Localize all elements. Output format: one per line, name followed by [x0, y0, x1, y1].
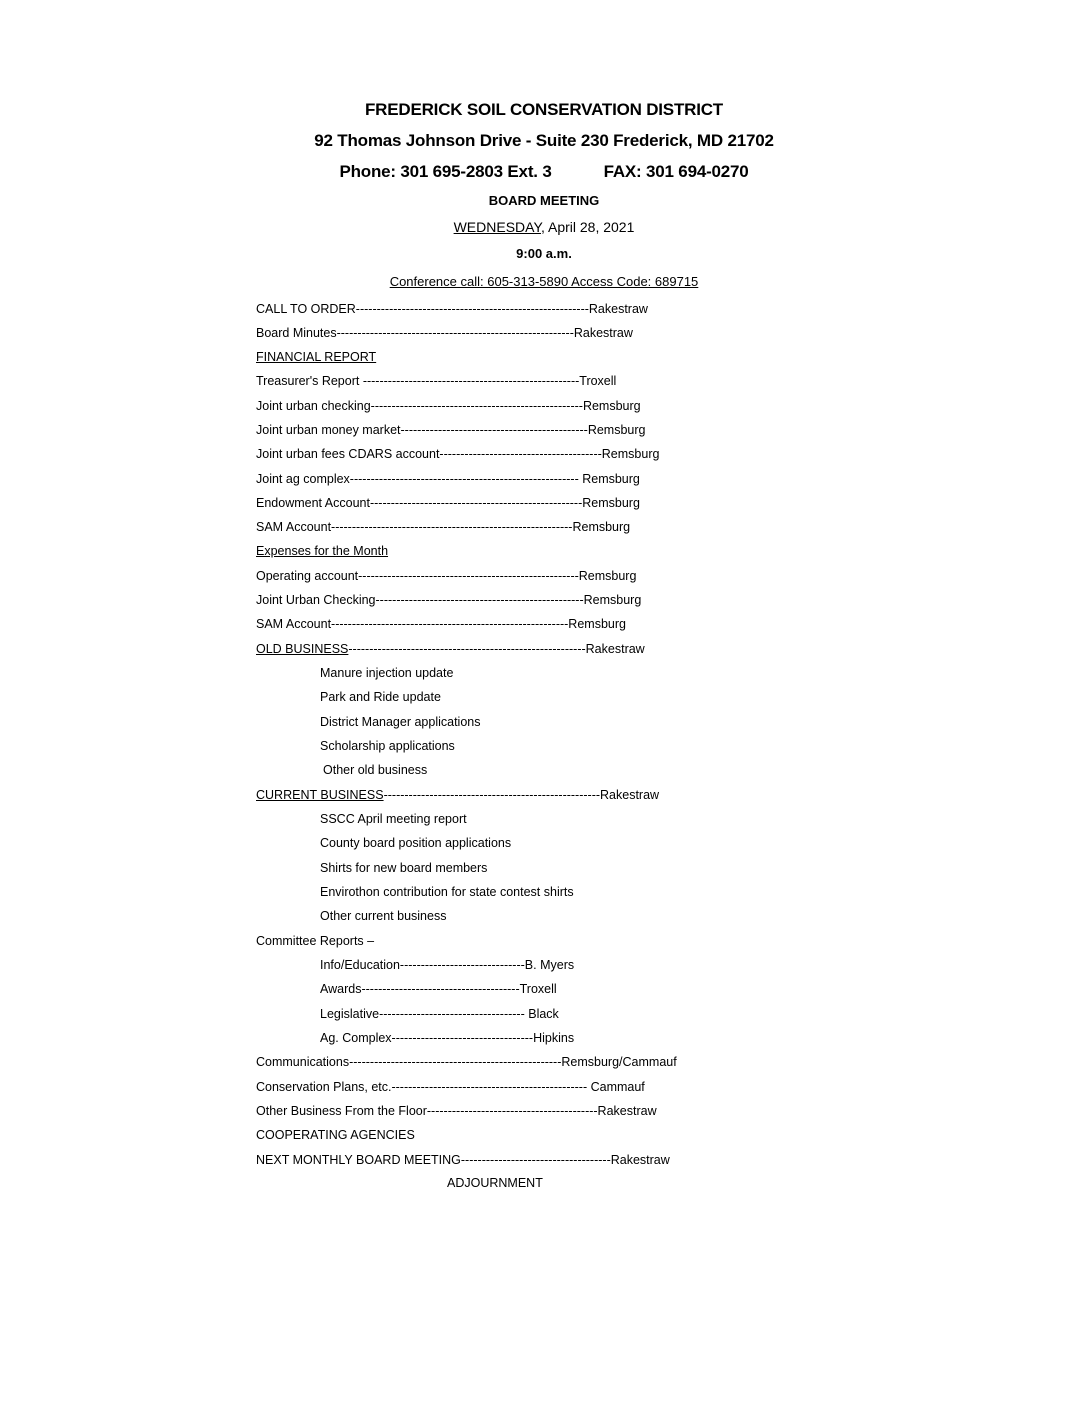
organization-name: FREDERICK SOIL CONSERVATION DISTRICT [364, 100, 723, 119]
agenda-operating-account: Operating account-----------------------------------------------------Remsburg [256, 569, 637, 583]
agenda-call-to-order: CALL TO ORDER--------------------------------------------------------Rakestraw [256, 302, 648, 316]
agenda-joint-urban-checking-expenses: Joint Urban Checking--------------------------------------------------Remsburg [256, 593, 642, 607]
current-business-presenter: ----------------------------------------------------Rakestraw [383, 788, 660, 802]
cooperating-agencies-heading: COOPERATING AGENCIES [256, 1128, 415, 1142]
meeting-day: WEDNESDAY [453, 219, 541, 235]
contact-line [0, 162, 1088, 182]
meeting-date [0, 219, 1088, 235]
agenda-joint-urban-checking: Joint urban checking---------------------------------------------------Remsburg [256, 399, 641, 413]
old-business-item: District Manager applications [320, 715, 481, 729]
financial-report-heading: FINANCIAL REPORT [256, 350, 377, 364]
old-business-item: Manure injection update [320, 666, 454, 680]
meeting-title: BOARD MEETING [488, 193, 600, 208]
agenda-next-meeting: NEXT MONTHLY BOARD MEETING------------------------------------Rakestraw [256, 1153, 670, 1167]
committee-report-item: Ag. Complex----------------------------------Hipkins [320, 1031, 575, 1045]
current-business-item: Envirothon contribution for state contest shirts [320, 885, 574, 899]
agenda-current-business [256, 787, 659, 803]
conference-call-info: Conference call: 605-313-5890 Access Code: 689715 [389, 274, 699, 289]
current-business-item: SSCC April meeting report [320, 812, 467, 826]
current-business-heading: CURRENT BUSINESS [256, 788, 384, 802]
meeting-date-text: , April 28, 2021 [540, 219, 635, 235]
expenses-heading: Expenses for the Month [256, 544, 389, 558]
agenda-treasurers-report: Treasurer's Report ----------------------------------------------------Troxell [256, 374, 617, 388]
agenda-joint-ag-complex: Joint ag complex------------------------------------------------------- Remsburg [256, 472, 640, 486]
fax-number: FAX: 301 694-0270 [603, 162, 749, 181]
current-business-item: Shirts for new board members [320, 861, 488, 875]
old-business-item: Other old business [323, 763, 428, 777]
old-business-heading: OLD BUSINESS [256, 642, 349, 656]
phone-number: Phone: 301 695-2803 Ext. 3 [339, 162, 552, 181]
agenda-joint-urban-fees: Joint urban fees CDARS account---------------------------------------Remsburg [256, 447, 660, 461]
address-line: 92 Thomas Johnson Drive - Suite 230 Frederick, MD 21702 [314, 131, 774, 150]
current-business-item: Other current business [320, 909, 447, 923]
old-business-item: Park and Ride update [320, 690, 441, 704]
adjournment: ADJOURNMENT [447, 1176, 543, 1190]
agenda-endowment-account: Endowment Account---------------------------------------------------Remsburg [256, 496, 640, 510]
agenda-board-minutes: Board Minutes---------------------------------------------------------Rakestraw [256, 326, 633, 340]
agenda-sam-account: SAM Account----------------------------------------------------------Remsburg [256, 520, 631, 534]
committee-report-item: Awards--------------------------------------Troxell [320, 982, 557, 996]
old-business-item: Scholarship applications [320, 739, 455, 753]
agenda-sam-account-expenses: SAM Account---------------------------------------------------------Remsburg [256, 617, 626, 631]
committee-report-item: Info/Education------------------------------B. Myers [320, 958, 575, 972]
committee-reports-heading: Committee Reports – [256, 934, 375, 948]
current-business-item: County board position applications [320, 836, 512, 850]
committee-report-item: Legislative----------------------------------- Black [320, 1007, 559, 1021]
old-business-presenter: ---------------------------------------------------------Rakestraw [348, 642, 645, 656]
agenda-joint-urban-money-market: Joint urban money market---------------------------------------------Remsburg [256, 423, 646, 437]
agenda-communications: Communications---------------------------------------------------Remsburg/Cammauf [256, 1055, 677, 1069]
agenda-old-business [256, 641, 645, 657]
agenda-conservation-plans: Conservation Plans, etc.----------------------------------------------- Cammauf [256, 1080, 645, 1094]
agenda-other-business: Other Business From the Floor-----------------------------------------Rakestraw [256, 1104, 657, 1118]
meeting-time: 9:00 a.m. [516, 246, 572, 261]
